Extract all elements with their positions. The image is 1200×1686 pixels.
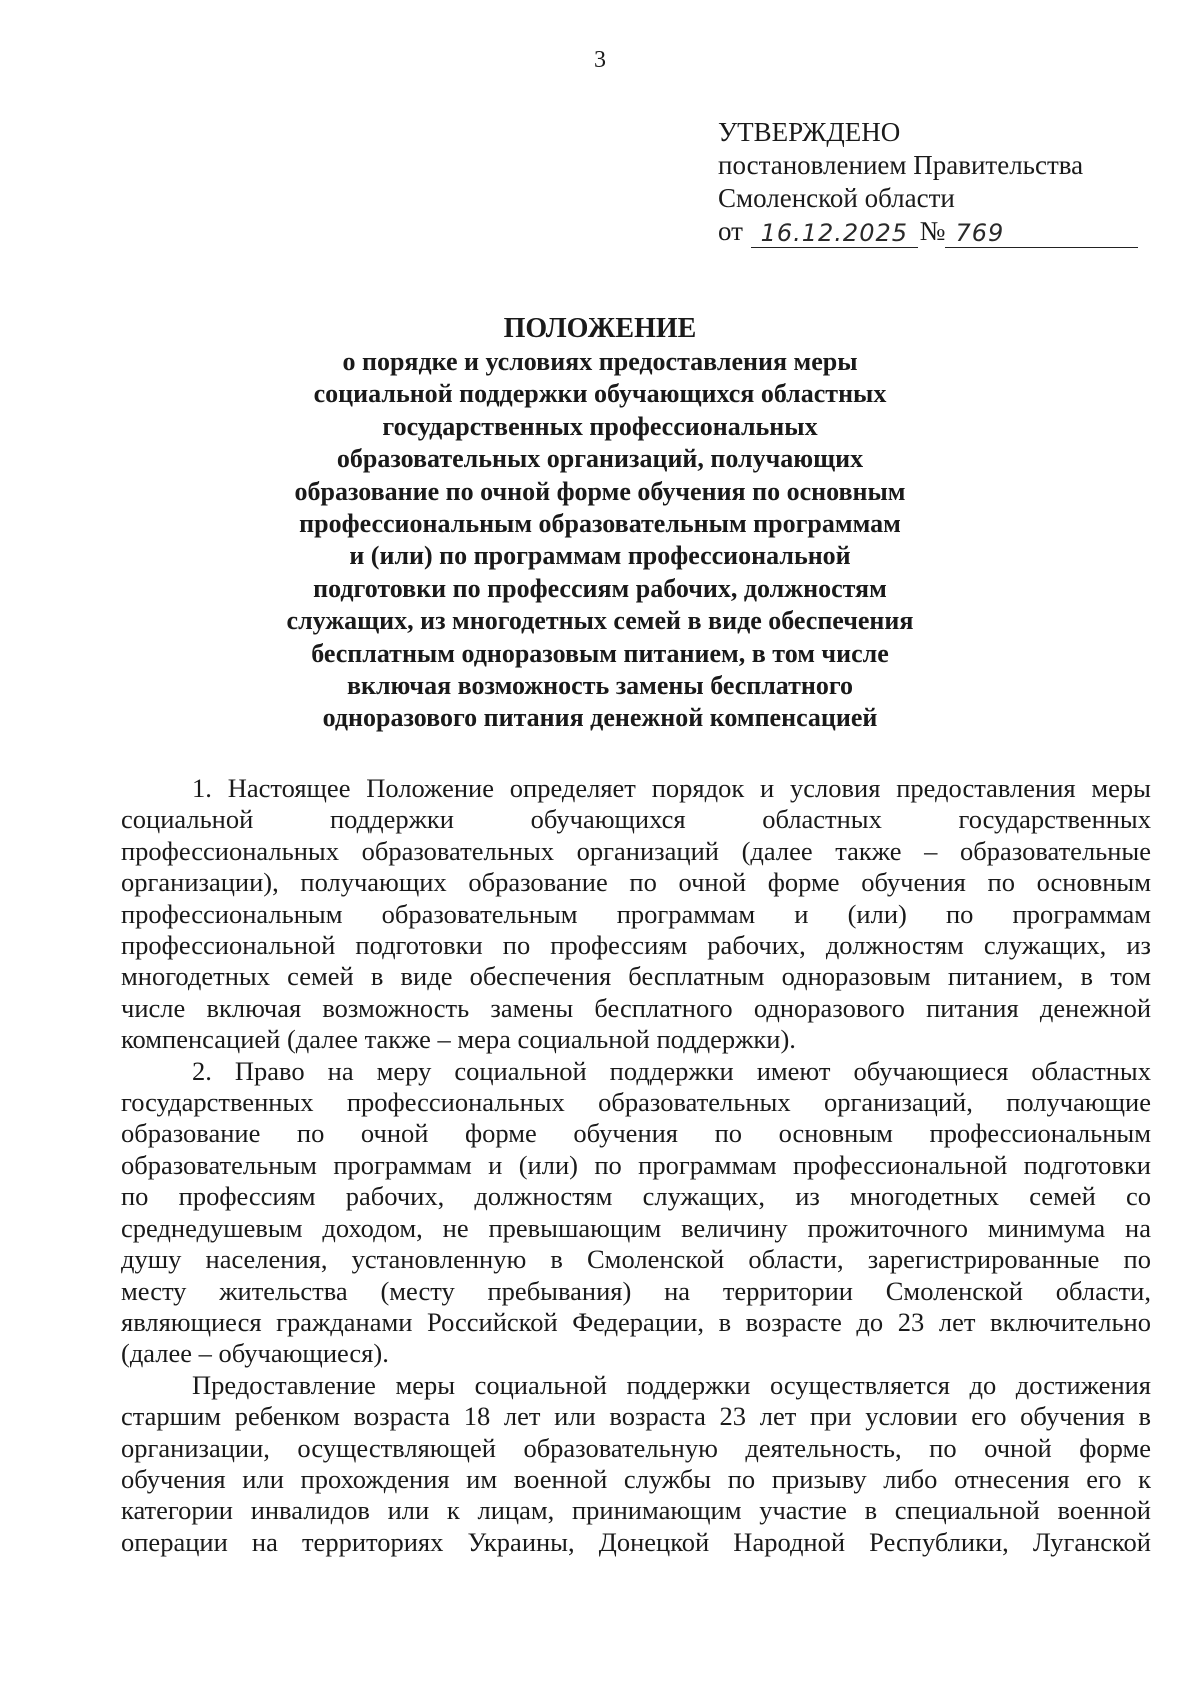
page-number: 3 <box>594 47 606 73</box>
paragraph-2-line: среднедушевым доходом, не превышающим величину прожиточного минимума на <box>121 1212 1151 1243</box>
paragraph-2-line: по профессиям рабочих, должностям служащих, из многодетных семей со <box>121 1181 1151 1212</box>
approval-issuer: постановлением Правительства <box>718 150 1084 180</box>
title-line: и (или) по программам профессиональной <box>349 541 851 571</box>
title-line: включая возможность замены бесплатного <box>346 671 854 701</box>
approval-date-row <box>718 215 1138 248</box>
title-line: бесплатным одноразовым питанием, в том числе <box>311 638 889 668</box>
paragraph-3-line: операции на территориях Украины, Донецкой Народной Республики, Луганской <box>121 1526 1151 1557</box>
paragraph-1-line: организации), получающих образование по очной форме обучения по основным <box>121 867 1151 898</box>
title-line: государственных профессиональных <box>382 411 818 441</box>
paragraph-3-line: Предоставление меры социальной поддержки осуществляется до достижения <box>192 1369 1151 1400</box>
title-line: образование по очной форме обучения по основным <box>294 476 906 506</box>
paragraph-1-line: многодетных семей в виде обеспечения бесплатным одноразовым питанием, в том <box>121 961 1151 992</box>
handwritten-date: 16.12.2025 <box>751 219 918 248</box>
paragraph-1-line: профессиональных образовательных организаций (далее также – образовательные <box>121 835 1151 866</box>
paragraph-2-line: являющиеся гражданами Российской Федерации, в возрасте до 23 лет включительно <box>121 1306 1151 1337</box>
paragraph-1-line: социальной поддержки обучающихся областных государственных <box>121 804 1151 835</box>
paragraph-1-line: 1. Настоящее Положение определяет порядок и условия предоставления меры <box>192 773 1151 803</box>
title-heading: ПОЛОЖЕНИЕ <box>503 313 697 344</box>
paragraph-2-line: (далее – обучающиеся). <box>121 1338 389 1369</box>
approval-region: Смоленской области <box>718 183 955 213</box>
title-line: о порядке и условиях предоставления меры <box>342 347 858 376</box>
title-line: профессиональным образовательным программам <box>299 509 901 539</box>
paragraph-2-line: образование по очной форме обучения по основным профессиональным <box>121 1118 1151 1149</box>
title-line: служащих, из многодетных семей в виде обеспечения <box>286 606 914 636</box>
paragraph-2-line: 2. Право на меру социальной поддержки имеют обучающиеся областных <box>192 1055 1151 1086</box>
paragraph-3-line: организации, осуществляющей образовательную деятельность, по очной форме <box>121 1432 1151 1463</box>
paragraph-1-line: компенсацией (далее также – мера социальной поддержки). <box>121 1024 796 1055</box>
paragraph-2-line: месту жительства (месту пребывания) на территории Смоленской области, <box>121 1275 1151 1306</box>
paragraph-2-line: государственных профессиональных образовательных организаций, получающие <box>121 1087 1151 1118</box>
paragraph-2-line: душу населения, установленную в Смоленской области, зарегистрированные по <box>121 1244 1151 1275</box>
document-title <box>220 312 980 735</box>
paragraph-1-line: числе включая возможность замены бесплатного одноразового питания денежной <box>121 992 1151 1023</box>
from-label: от <box>718 216 743 246</box>
approval-heading: УТВЕРЖДЕНО <box>718 117 901 147</box>
title-line: образовательных организаций, получающих <box>336 444 864 474</box>
title-line: одноразового питания денежной компенсацией <box>322 703 878 733</box>
paragraph-1-line: профессиональной подготовки по профессиям рабочих, должностям служащих, из <box>121 930 1151 961</box>
paragraph-3-line: категории инвалидов или к лицам, принимающим участие в специальной военной <box>121 1495 1151 1526</box>
number-label: № <box>919 216 946 246</box>
handwritten-number: 769 <box>945 219 1138 248</box>
paragraph-1-line: профессиональным образовательным программам и (или) по программам <box>121 898 1151 929</box>
paragraph-3-line: обучения или прохождения им военной службы по призыву либо отнесения его к <box>121 1463 1151 1494</box>
title-line: подготовки по профессиям рабочих, должностям <box>313 573 887 603</box>
paragraph-2-line: образовательным программам и (или) по программам профессиональной подготовки <box>121 1149 1151 1180</box>
title-line: социальной поддержки обучающихся областных <box>313 379 887 409</box>
approval-stamp <box>718 116 1138 248</box>
document-body <box>121 773 1151 1558</box>
paragraph-3-line: старшим ребенком возраста 18 лет или возраста 23 лет при условии его обучения в <box>121 1401 1151 1432</box>
